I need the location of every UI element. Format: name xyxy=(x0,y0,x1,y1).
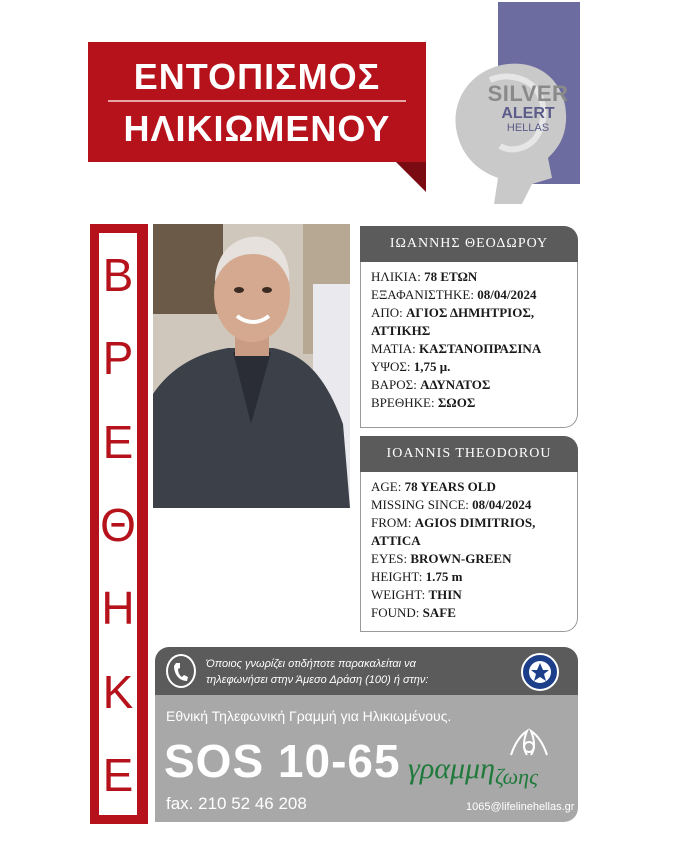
greek-info-row xyxy=(371,268,577,286)
fax-number: fax. 210 52 46 208 xyxy=(166,794,307,813)
info-value: ΑΔΥΝΑΤΟΣ xyxy=(420,377,491,392)
info-value: THIN xyxy=(428,587,462,602)
english-info-box xyxy=(360,472,578,632)
title-divider xyxy=(108,100,406,102)
info-label: ΒΑΡΟΣ: xyxy=(371,377,417,392)
info-value: ΣΩΟΣ xyxy=(437,395,476,410)
found-letter: Κ xyxy=(102,665,134,718)
greek-info-row xyxy=(371,376,577,394)
info-value: SAFE xyxy=(422,605,456,620)
contact-text-line-2: τηλεφωνήσει στην Άμεσο Δράση (100) ή στην: xyxy=(206,674,429,686)
info-label: FOUND: xyxy=(371,605,420,620)
english-info-row xyxy=(371,568,577,586)
contact-text-line-1: Όποιος γνωρίζει οτιδήποτε παρακαλείται να xyxy=(206,658,416,670)
info-value: 08/04/2024 xyxy=(472,497,532,512)
info-value: ATTICA xyxy=(371,533,421,548)
english-info-row xyxy=(371,604,577,622)
info-label: ΕΞΑΦΑΝΙΣΤΗΚΕ: xyxy=(371,287,474,302)
logo-hellas-text: HELLAS xyxy=(506,122,550,134)
found-letters-panel xyxy=(98,232,138,816)
greek-info-row xyxy=(371,286,577,304)
found-letter: Β xyxy=(102,248,134,301)
hellenic-police-emblem-icon xyxy=(520,652,560,692)
info-value: ΚΑΣΤΑΝΟΠΡΑΣΙΝΑ xyxy=(419,341,542,356)
info-value: 78 ΕΤΩΝ xyxy=(424,269,478,284)
greek-info-row xyxy=(371,322,577,340)
info-label: EYES: xyxy=(371,551,408,566)
info-label: ΑΠΟ: xyxy=(371,305,403,320)
logo-silver-text: SILVER xyxy=(487,81,569,106)
title-line-2: ΗΛΙΚΙΩΜΕΝΟΥ xyxy=(123,108,391,149)
info-value: ΑΤΤΙΚΗΣ xyxy=(371,323,431,338)
contact-instructions xyxy=(206,656,466,688)
info-label: FROM: xyxy=(371,515,412,530)
title-line-1: ΕΝΤΟΠΙΣΜΟΣ xyxy=(133,56,381,97)
found-letter: Η xyxy=(101,582,135,635)
english-info-row xyxy=(371,496,577,514)
english-info-row xyxy=(371,478,577,496)
info-label: ΜΑΤΙΑ: xyxy=(371,341,416,356)
greek-info-row xyxy=(371,358,577,376)
greek-info-box xyxy=(360,262,578,428)
found-letter: Ε xyxy=(102,415,134,468)
greek-info-row xyxy=(371,340,577,358)
silver-alert-logo-text xyxy=(482,82,574,135)
title-banner xyxy=(88,42,426,162)
info-value: AGIOS DIMITRIOS, xyxy=(414,515,536,530)
lifeline-word-2: ζωης xyxy=(494,764,538,789)
info-value: ΑΓΙΟΣ ΔΗΜΗΤΡΙΟΣ, xyxy=(406,305,535,320)
greek-info-row xyxy=(371,304,577,322)
english-info-row xyxy=(371,514,577,532)
title-banner-fold xyxy=(396,162,426,192)
found-letter: Θ xyxy=(100,499,136,551)
greek-info-row xyxy=(371,394,577,412)
english-name-tab: IOANNIS THEODOROU xyxy=(360,436,578,472)
logo-alert-text: ALERT xyxy=(501,105,555,122)
contact-email: 1065@lifelinehellas.gr xyxy=(466,801,575,813)
lifeline-logo xyxy=(408,752,538,789)
phone-icon xyxy=(166,654,196,688)
info-label: ΗΛΙΚΙΑ: xyxy=(371,269,421,284)
info-label: MISSING SINCE: xyxy=(371,497,469,512)
info-label: ΥΨΟΣ: xyxy=(371,359,411,374)
helpline-title: Εθνική Τηλεφωνική Γραμμή για Ηλικιωμένους. xyxy=(166,708,452,724)
info-value: 08/04/2024 xyxy=(477,287,537,302)
info-label: HEIGHT: xyxy=(371,569,423,584)
info-value: 1,75 μ. xyxy=(413,359,451,374)
greek-name-tab: ΙΩΑΝΝΗΣ ΘΕΟΔΩΡΟΥ xyxy=(360,226,578,262)
english-info-row xyxy=(371,550,577,568)
person-photo xyxy=(153,224,350,508)
info-value: 78 YEARS OLD xyxy=(404,479,496,494)
info-label: WEIGHT: xyxy=(371,587,426,602)
english-info-row xyxy=(371,532,577,550)
found-vertical-banner xyxy=(90,224,148,824)
english-info-row xyxy=(371,586,577,604)
lifeline-word-1: γραμμη xyxy=(408,752,495,785)
info-label: ΒΡΕΘΗΚΕ: xyxy=(371,395,435,410)
info-value: 1.75 m xyxy=(425,569,463,584)
found-letter: Ε xyxy=(102,749,134,802)
info-label: AGE: xyxy=(371,479,402,494)
found-letter: Ρ xyxy=(102,332,134,385)
info-value: BROWN-GREEN xyxy=(410,551,512,566)
sos-number: SOS 10-65 xyxy=(164,735,401,787)
